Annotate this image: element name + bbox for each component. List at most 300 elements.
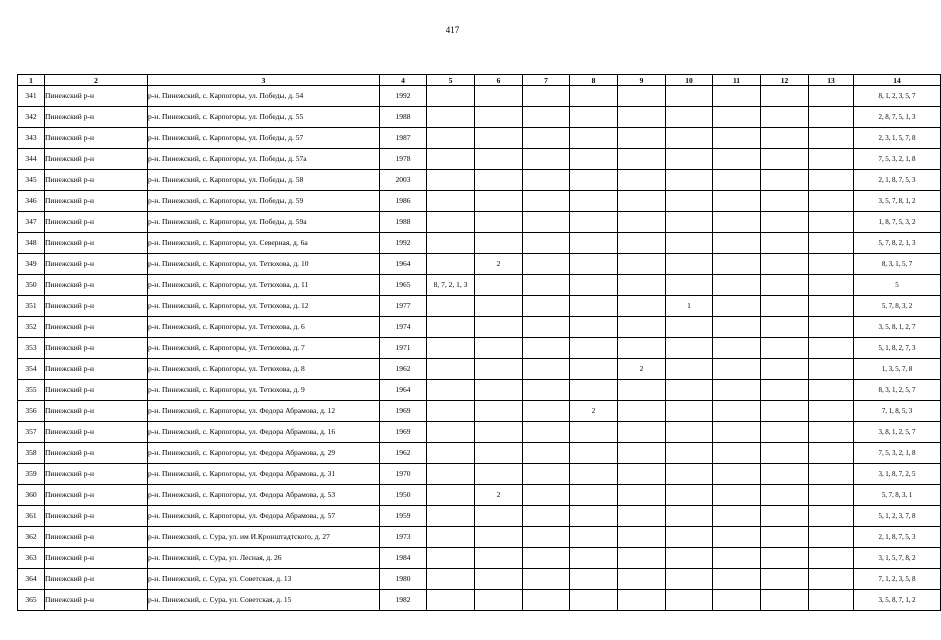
col8-cell [570, 296, 618, 317]
col11-cell [713, 128, 761, 149]
column-header: 11 [713, 75, 761, 86]
col8-cell [570, 443, 618, 464]
col10-cell [666, 401, 713, 422]
col7-cell [523, 464, 570, 485]
col8-cell [570, 86, 618, 107]
col10-cell [666, 86, 713, 107]
address-cell: р-н. Пинежский, с. Сура, ул. им И.Кронштадтского, д. 27 [148, 527, 380, 548]
col8-cell [570, 275, 618, 296]
col11-cell [713, 485, 761, 506]
address-cell: р-н. Пинежский, с. Карпогоры, ул. Тетюхова, д. 9 [148, 380, 380, 401]
address-cell: р-н. Пинежский, с. Карпогоры, ул. Северная, д. 6а [148, 233, 380, 254]
col9-cell [618, 380, 666, 401]
col12-cell [761, 485, 809, 506]
col8-cell [570, 590, 618, 611]
row-number: 350 [18, 275, 45, 296]
col5-cell [427, 527, 475, 548]
col11-cell [713, 191, 761, 212]
col14-cell: 3, 8, 1, 2, 5, 7 [854, 422, 941, 443]
col7-cell [523, 590, 570, 611]
col8-cell [570, 464, 618, 485]
col7-cell [523, 527, 570, 548]
table-row [18, 464, 941, 485]
col12-cell [761, 569, 809, 590]
year-cell: 1978 [380, 149, 427, 170]
col9-cell [618, 86, 666, 107]
district-cell: Пинежский р-н [45, 275, 148, 296]
district-cell: Пинежский р-н [45, 422, 148, 443]
col8-cell [570, 170, 618, 191]
col8-cell [570, 338, 618, 359]
col13-cell [809, 401, 854, 422]
column-header: 9 [618, 75, 666, 86]
row-number: 348 [18, 233, 45, 254]
col6-cell [475, 212, 523, 233]
address-cell: р-н. Пинежский, с. Карпогоры, ул. Тетюхова, д. 11 [148, 275, 380, 296]
row-number: 345 [18, 170, 45, 191]
address-cell: р-н. Пинежский, с. Сура, ул. Советская, д. 15 [148, 590, 380, 611]
col14-cell: 5, 7, 8, 3, 2 [854, 296, 941, 317]
district-cell: Пинежский р-н [45, 86, 148, 107]
row-number: 347 [18, 212, 45, 233]
address-cell: р-н. Пинежский, с. Карпогоры, ул. Тетюхова, д. 7 [148, 338, 380, 359]
col10-cell [666, 590, 713, 611]
column-header: 1 [18, 75, 45, 86]
col7-cell [523, 254, 570, 275]
col12-cell [761, 527, 809, 548]
col8-cell [570, 485, 618, 506]
col9-cell [618, 443, 666, 464]
column-header: 4 [380, 75, 427, 86]
col7-cell [523, 86, 570, 107]
row-number: 343 [18, 128, 45, 149]
col10-cell [666, 485, 713, 506]
col11-cell [713, 359, 761, 380]
col7-cell [523, 359, 570, 380]
address-cell: р-н. Пинежский, с. Сура, ул. Лесная, д. 26 [148, 548, 380, 569]
col6-cell [475, 380, 523, 401]
col14-cell: 1, 8, 7, 5, 3, 2 [854, 212, 941, 233]
table-row [18, 191, 941, 212]
table-row [18, 275, 941, 296]
col10-cell [666, 380, 713, 401]
col8-cell [570, 506, 618, 527]
col11-cell [713, 380, 761, 401]
col5-cell [427, 296, 475, 317]
col10-cell [666, 317, 713, 338]
col11-cell [713, 590, 761, 611]
table-row [18, 380, 941, 401]
year-cell: 1986 [380, 191, 427, 212]
col8-cell [570, 128, 618, 149]
district-cell: Пинежский р-н [45, 380, 148, 401]
col6-cell [475, 338, 523, 359]
year-cell: 1973 [380, 527, 427, 548]
col12-cell [761, 275, 809, 296]
table-row [18, 149, 941, 170]
year-cell: 1971 [380, 338, 427, 359]
col9-cell [618, 212, 666, 233]
col14-cell: 8, 1, 2, 3, 5, 7 [854, 86, 941, 107]
col10-cell [666, 548, 713, 569]
col12-cell [761, 590, 809, 611]
col5-cell [427, 191, 475, 212]
table-row [18, 422, 941, 443]
col10-cell [666, 569, 713, 590]
col14-cell: 3, 5, 8, 7, 1, 2 [854, 590, 941, 611]
district-cell: Пинежский р-н [45, 338, 148, 359]
table-row [18, 359, 941, 380]
address-cell: р-н. Пинежский, с. Карпогоры, ул. Победы, д. 55 [148, 107, 380, 128]
col8-cell [570, 107, 618, 128]
col6-cell [475, 422, 523, 443]
col10-cell [666, 338, 713, 359]
col11-cell [713, 464, 761, 485]
table-row [18, 527, 941, 548]
col10-cell [666, 191, 713, 212]
district-cell: Пинежский р-н [45, 233, 148, 254]
year-cell: 1964 [380, 254, 427, 275]
col7-cell [523, 275, 570, 296]
col12-cell [761, 128, 809, 149]
year-cell: 1992 [380, 233, 427, 254]
col12-cell [761, 401, 809, 422]
col5-cell [427, 212, 475, 233]
year-cell: 1987 [380, 128, 427, 149]
col11-cell [713, 317, 761, 338]
col9-cell [618, 590, 666, 611]
address-cell: р-н. Пинежский, с. Карпогоры, ул. Тетюхова, д. 12 [148, 296, 380, 317]
col12-cell [761, 548, 809, 569]
col7-cell [523, 569, 570, 590]
col6-cell [475, 359, 523, 380]
col6-cell [475, 464, 523, 485]
col9-cell [618, 548, 666, 569]
col14-cell: 2, 8, 7, 5, 1, 3 [854, 107, 941, 128]
col12-cell [761, 149, 809, 170]
col12-cell [761, 422, 809, 443]
housing-registry-table [17, 74, 941, 611]
col12-cell [761, 296, 809, 317]
table-row [18, 317, 941, 338]
district-cell: Пинежский р-н [45, 569, 148, 590]
table-row [18, 569, 941, 590]
address-cell: р-н. Пинежский, с. Карпогоры, ул. Федора Абрамова, д. 29 [148, 443, 380, 464]
col11-cell [713, 506, 761, 527]
year-cell: 1992 [380, 86, 427, 107]
row-number: 355 [18, 380, 45, 401]
row-number: 362 [18, 527, 45, 548]
table-row [18, 401, 941, 422]
col6-cell [475, 506, 523, 527]
col5-cell [427, 128, 475, 149]
row-number: 353 [18, 338, 45, 359]
col5-cell [427, 170, 475, 191]
district-cell: Пинежский р-н [45, 149, 148, 170]
col14-cell: 5, 1, 2, 3, 7, 8 [854, 506, 941, 527]
address-cell: р-н. Пинежский, с. Карпогоры, ул. Тетюхова, д. 10 [148, 254, 380, 275]
col13-cell [809, 380, 854, 401]
col6-cell [475, 527, 523, 548]
col13-cell [809, 86, 854, 107]
row-number: 358 [18, 443, 45, 464]
col11-cell [713, 527, 761, 548]
col13-cell [809, 296, 854, 317]
column-header: 7 [523, 75, 570, 86]
col8-cell [570, 380, 618, 401]
col10-cell [666, 464, 713, 485]
col9-cell [618, 233, 666, 254]
col11-cell [713, 86, 761, 107]
col9-cell [618, 149, 666, 170]
col8-cell [570, 422, 618, 443]
col8-cell [570, 212, 618, 233]
address-cell: р-н. Пинежский, с. Карпогоры, ул. Федора Абрамова, д. 16 [148, 422, 380, 443]
col5-cell [427, 569, 475, 590]
col6-cell [475, 401, 523, 422]
col13-cell [809, 233, 854, 254]
col10-cell [666, 422, 713, 443]
col11-cell [713, 422, 761, 443]
col14-cell: 2, 1, 8, 7, 5, 3 [854, 527, 941, 548]
col14-cell: 8, 3, 1, 5, 7 [854, 254, 941, 275]
col10-cell [666, 212, 713, 233]
row-number: 341 [18, 86, 45, 107]
row-number: 361 [18, 506, 45, 527]
col9-cell [618, 569, 666, 590]
col7-cell [523, 485, 570, 506]
col12-cell [761, 170, 809, 191]
col12-cell [761, 506, 809, 527]
col5-cell [427, 506, 475, 527]
col7-cell [523, 548, 570, 569]
col7-cell [523, 380, 570, 401]
district-cell: Пинежский р-н [45, 296, 148, 317]
col10-cell [666, 170, 713, 191]
col6-cell [475, 170, 523, 191]
col13-cell [809, 569, 854, 590]
address-cell: р-н. Пинежский, с. Карпогоры, ул. Победы, д. 57 [148, 128, 380, 149]
col14-cell: 7, 5, 3, 2, 1, 8 [854, 443, 941, 464]
row-number: 364 [18, 569, 45, 590]
col10-cell [666, 506, 713, 527]
year-cell: 1962 [380, 443, 427, 464]
col8-cell [570, 527, 618, 548]
header-row [18, 75, 941, 86]
col9-cell [618, 506, 666, 527]
col9-cell [618, 464, 666, 485]
district-cell: Пинежский р-н [45, 485, 148, 506]
col13-cell [809, 422, 854, 443]
col5-cell [427, 443, 475, 464]
col14-cell: 1, 3, 5, 7, 8 [854, 359, 941, 380]
year-cell: 2003 [380, 170, 427, 191]
col11-cell [713, 443, 761, 464]
row-number: 346 [18, 191, 45, 212]
col13-cell [809, 149, 854, 170]
district-cell: Пинежский р-н [45, 548, 148, 569]
col13-cell [809, 317, 854, 338]
col7-cell [523, 128, 570, 149]
col6-cell [475, 548, 523, 569]
col7-cell [523, 170, 570, 191]
district-cell: Пинежский р-н [45, 254, 148, 275]
col14-cell: 5, 7, 8, 3, 1 [854, 485, 941, 506]
col13-cell [809, 107, 854, 128]
col7-cell [523, 107, 570, 128]
district-cell: Пинежский р-н [45, 401, 148, 422]
col10-cell [666, 233, 713, 254]
col6-cell: 2 [475, 485, 523, 506]
col6-cell [475, 107, 523, 128]
year-cell: 1965 [380, 275, 427, 296]
col9-cell [618, 254, 666, 275]
col11-cell [713, 233, 761, 254]
col11-cell [713, 401, 761, 422]
col7-cell [523, 443, 570, 464]
row-number: 360 [18, 485, 45, 506]
district-cell: Пинежский р-н [45, 527, 148, 548]
row-number: 363 [18, 548, 45, 569]
col14-cell: 3, 1, 8, 7, 2, 5 [854, 464, 941, 485]
col10-cell [666, 443, 713, 464]
table-row [18, 590, 941, 611]
col12-cell [761, 317, 809, 338]
col5-cell [427, 338, 475, 359]
row-number: 357 [18, 422, 45, 443]
table-row [18, 443, 941, 464]
col13-cell [809, 548, 854, 569]
col12-cell [761, 380, 809, 401]
page-number: 417 [445, 25, 460, 35]
year-cell: 1969 [380, 401, 427, 422]
col7-cell [523, 233, 570, 254]
col12-cell [761, 338, 809, 359]
col13-cell [809, 464, 854, 485]
col10-cell [666, 359, 713, 380]
col11-cell [713, 149, 761, 170]
col10-cell: 1 [666, 296, 713, 317]
address-cell: р-н. Пинежский, с. Карпогоры, ул. Победы, д. 54 [148, 86, 380, 107]
col5-cell [427, 317, 475, 338]
col13-cell [809, 506, 854, 527]
column-header: 6 [475, 75, 523, 86]
table-row [18, 212, 941, 233]
col10-cell [666, 254, 713, 275]
col13-cell [809, 527, 854, 548]
col8-cell [570, 191, 618, 212]
col14-cell: 5 [854, 275, 941, 296]
column-header: 14 [854, 75, 941, 86]
year-cell: 1950 [380, 485, 427, 506]
district-cell: Пинежский р-н [45, 590, 148, 611]
col12-cell [761, 233, 809, 254]
year-cell: 1982 [380, 590, 427, 611]
col7-cell [523, 338, 570, 359]
col9-cell [618, 191, 666, 212]
col14-cell: 3, 5, 8, 1, 2, 7 [854, 317, 941, 338]
col10-cell [666, 128, 713, 149]
district-cell: Пинежский р-н [45, 191, 148, 212]
col11-cell [713, 548, 761, 569]
col8-cell [570, 254, 618, 275]
col12-cell [761, 464, 809, 485]
col9-cell [618, 401, 666, 422]
col12-cell [761, 443, 809, 464]
col10-cell [666, 275, 713, 296]
table-row [18, 506, 941, 527]
row-number: 351 [18, 296, 45, 317]
col5-cell [427, 548, 475, 569]
col14-cell: 5, 1, 8, 2, 7, 3 [854, 338, 941, 359]
col9-cell [618, 317, 666, 338]
col6-cell [475, 443, 523, 464]
col9-cell [618, 527, 666, 548]
col5-cell [427, 485, 475, 506]
col9-cell [618, 338, 666, 359]
col12-cell [761, 191, 809, 212]
col11-cell [713, 170, 761, 191]
col11-cell [713, 296, 761, 317]
row-number: 359 [18, 464, 45, 485]
col13-cell [809, 191, 854, 212]
col6-cell [475, 233, 523, 254]
district-cell: Пинежский р-н [45, 506, 148, 527]
col7-cell [523, 317, 570, 338]
col8-cell [570, 233, 618, 254]
address-cell: р-н. Пинежский, с. Карпогоры, ул. Победы, д. 59 [148, 191, 380, 212]
col8-cell [570, 548, 618, 569]
table-row [18, 86, 941, 107]
address-cell: р-н. Пинежский, с. Карпогоры, ул. Федора Абрамова, д. 31 [148, 464, 380, 485]
col5-cell [427, 359, 475, 380]
district-cell: Пинежский р-н [45, 359, 148, 380]
col5-cell [427, 254, 475, 275]
col14-cell: 3, 5, 7, 8, 1, 2 [854, 191, 941, 212]
col9-cell [618, 128, 666, 149]
address-cell: р-н. Пинежский, с. Карпогоры, ул. Тетюхова, д. 6 [148, 317, 380, 338]
district-cell: Пинежский р-н [45, 107, 148, 128]
year-cell: 1964 [380, 380, 427, 401]
col9-cell [618, 275, 666, 296]
col6-cell [475, 317, 523, 338]
row-number: 354 [18, 359, 45, 380]
col7-cell [523, 422, 570, 443]
year-cell: 1977 [380, 296, 427, 317]
col9-cell [618, 485, 666, 506]
column-header: 8 [570, 75, 618, 86]
col7-cell [523, 296, 570, 317]
col5-cell: 8, 7, 2, 1, 3 [427, 275, 475, 296]
col8-cell [570, 569, 618, 590]
col13-cell [809, 590, 854, 611]
col12-cell [761, 254, 809, 275]
col5-cell [427, 422, 475, 443]
col14-cell: 7, 5, 3, 2, 1, 8 [854, 149, 941, 170]
col5-cell [427, 86, 475, 107]
col11-cell [713, 212, 761, 233]
col13-cell [809, 170, 854, 191]
col13-cell [809, 359, 854, 380]
col14-cell: 5, 7, 8, 2, 1, 3 [854, 233, 941, 254]
row-number: 352 [18, 317, 45, 338]
col6-cell [475, 191, 523, 212]
col6-cell [475, 128, 523, 149]
col11-cell [713, 254, 761, 275]
address-cell: р-н. Пинежский, с. Карпогоры, ул. Победы, д. 58 [148, 170, 380, 191]
col9-cell [618, 296, 666, 317]
col14-cell: 7, 1, 8, 5, 3 [854, 401, 941, 422]
